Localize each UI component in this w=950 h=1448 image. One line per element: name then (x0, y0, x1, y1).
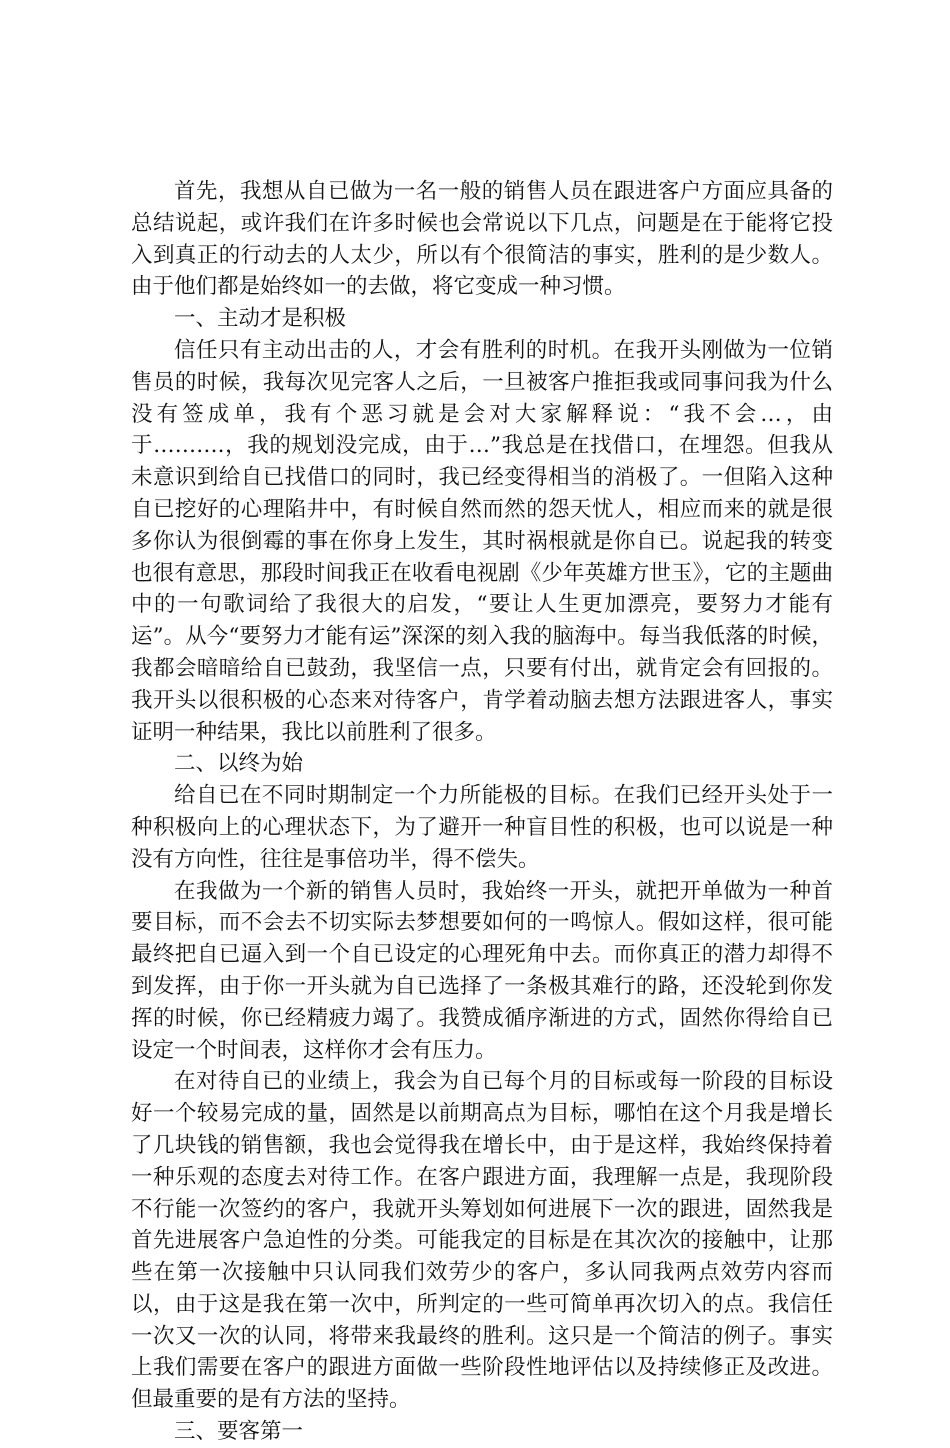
paragraph-section-2-a: 给自已在不同时期制定一个力所能极的目标。在我们已经开头处于一种积极向上的心理状态下，为了避开一种盲目性的积极，也可以说是一种没有方向性，往往是事倍功半，得不偿失。 (131, 783, 833, 872)
document-body (131, 176, 833, 1448)
paragraph-section-2-b: 在我做为一个新的销售人员时，我始终一开头，就把开单做为一种首要目标，而不会去不切实际去梦想要如何的一鸣惊人。假如这样，很可能最终把自已逼入到一个自已设定的心理死角中去。而你真正的潜力却得不到发挥，由于你一开头就为自已选择了一条极其难行的路，还没轮到你发挥的时候，你已经精疲力竭了。我赞成循序渐进的方式，固然你得给自已设定一个时间表，这样你才会有压力。 (131, 878, 833, 1063)
section-heading-1: 一、主动才是积极 (174, 306, 347, 332)
section-heading-3: 三、要客第一 (174, 1419, 304, 1445)
section-heading-2: 二、以终为始 (174, 751, 304, 777)
paragraph-intro: 首先，我想从自已做为一名一般的销售人员在跟进客户方面应具备的总结说起，或许我们在许多时候也会常说以下几点，问题是在于能将它投入到真正的行动去的人太少，所以有个很简洁的事实，胜利的是少数人。由于他们都是始终如一的去做，将它变成一种习惯。 (131, 179, 833, 300)
paragraph-section-1: 信任只有主动出击的人，才会有胜利的时机。在我开头刚做为一位销售员的时候，我每次见完客人之后，一旦被客户推拒我或同事问我为什么没有签成单，我有个恶习就是会对大家解释说：“我不会…，由于……….，我的规划没完成，由于…”我总是在找借口，在埋怨。但我从未意识到给自已找借口的同时，我已经变得相当的消极了。一但陷入这种自已挖好的心理陷井中，有时候自然而然的怨天忧人，相应而来的就是很多你认为很倒霉的事在你身上发生，其时祸根就是你自已。说起我的转变也很有意思，那段时间我正在收看电视剧《少年英雄方世玉》，它的主题曲中的一句歌词给了我很大的启发，“要让人生更加漂亮，要努力才能有运”。从今“要努力才能有运”深深的刻入我的脑海中。每当我低落的时候，我都会暗暗给自已鼓劲，我坚信一点，只要有付出，就肯定会有回报的。我开头以很积极的心态来对待客户，肯学着动脑去想方法跟进客人，事实证明一种结果，我比以前胜利了很多。 (131, 337, 833, 745)
paragraph-section-2-c: 在对待自已的业绩上，我会为自已每个月的目标或每一阶段的目标设好一个较易完成的量，固然是以前期高点为目标，哪怕在这个月我是增长了几块钱的销售额，我也会觉得我在增长中，由于是这样，我始终保持着一种乐观的态度去对待工作。在客户跟进方面，我理解一点是，我现阶段不行能一次签约的客户，我就开头筹划如何进展下一次的跟进，固然我是首先进展客户急迫性的分类。可能我定的目标是在其次次的接触中，让那些在第一次接触中只认同我们效劳少的客户，多认同我两点效劳内容而以，由于这是我在第一次中，所判定的一些可简单再次切入的点。我信任一次又一次的认同，将带来我最终的胜利。这只是一个简洁的例子。事实上我们需要在客户的跟进方面做一些阶段性地评估以及持续修正及改进。但最重要的是有方法的坚持。 (131, 1069, 833, 1413)
